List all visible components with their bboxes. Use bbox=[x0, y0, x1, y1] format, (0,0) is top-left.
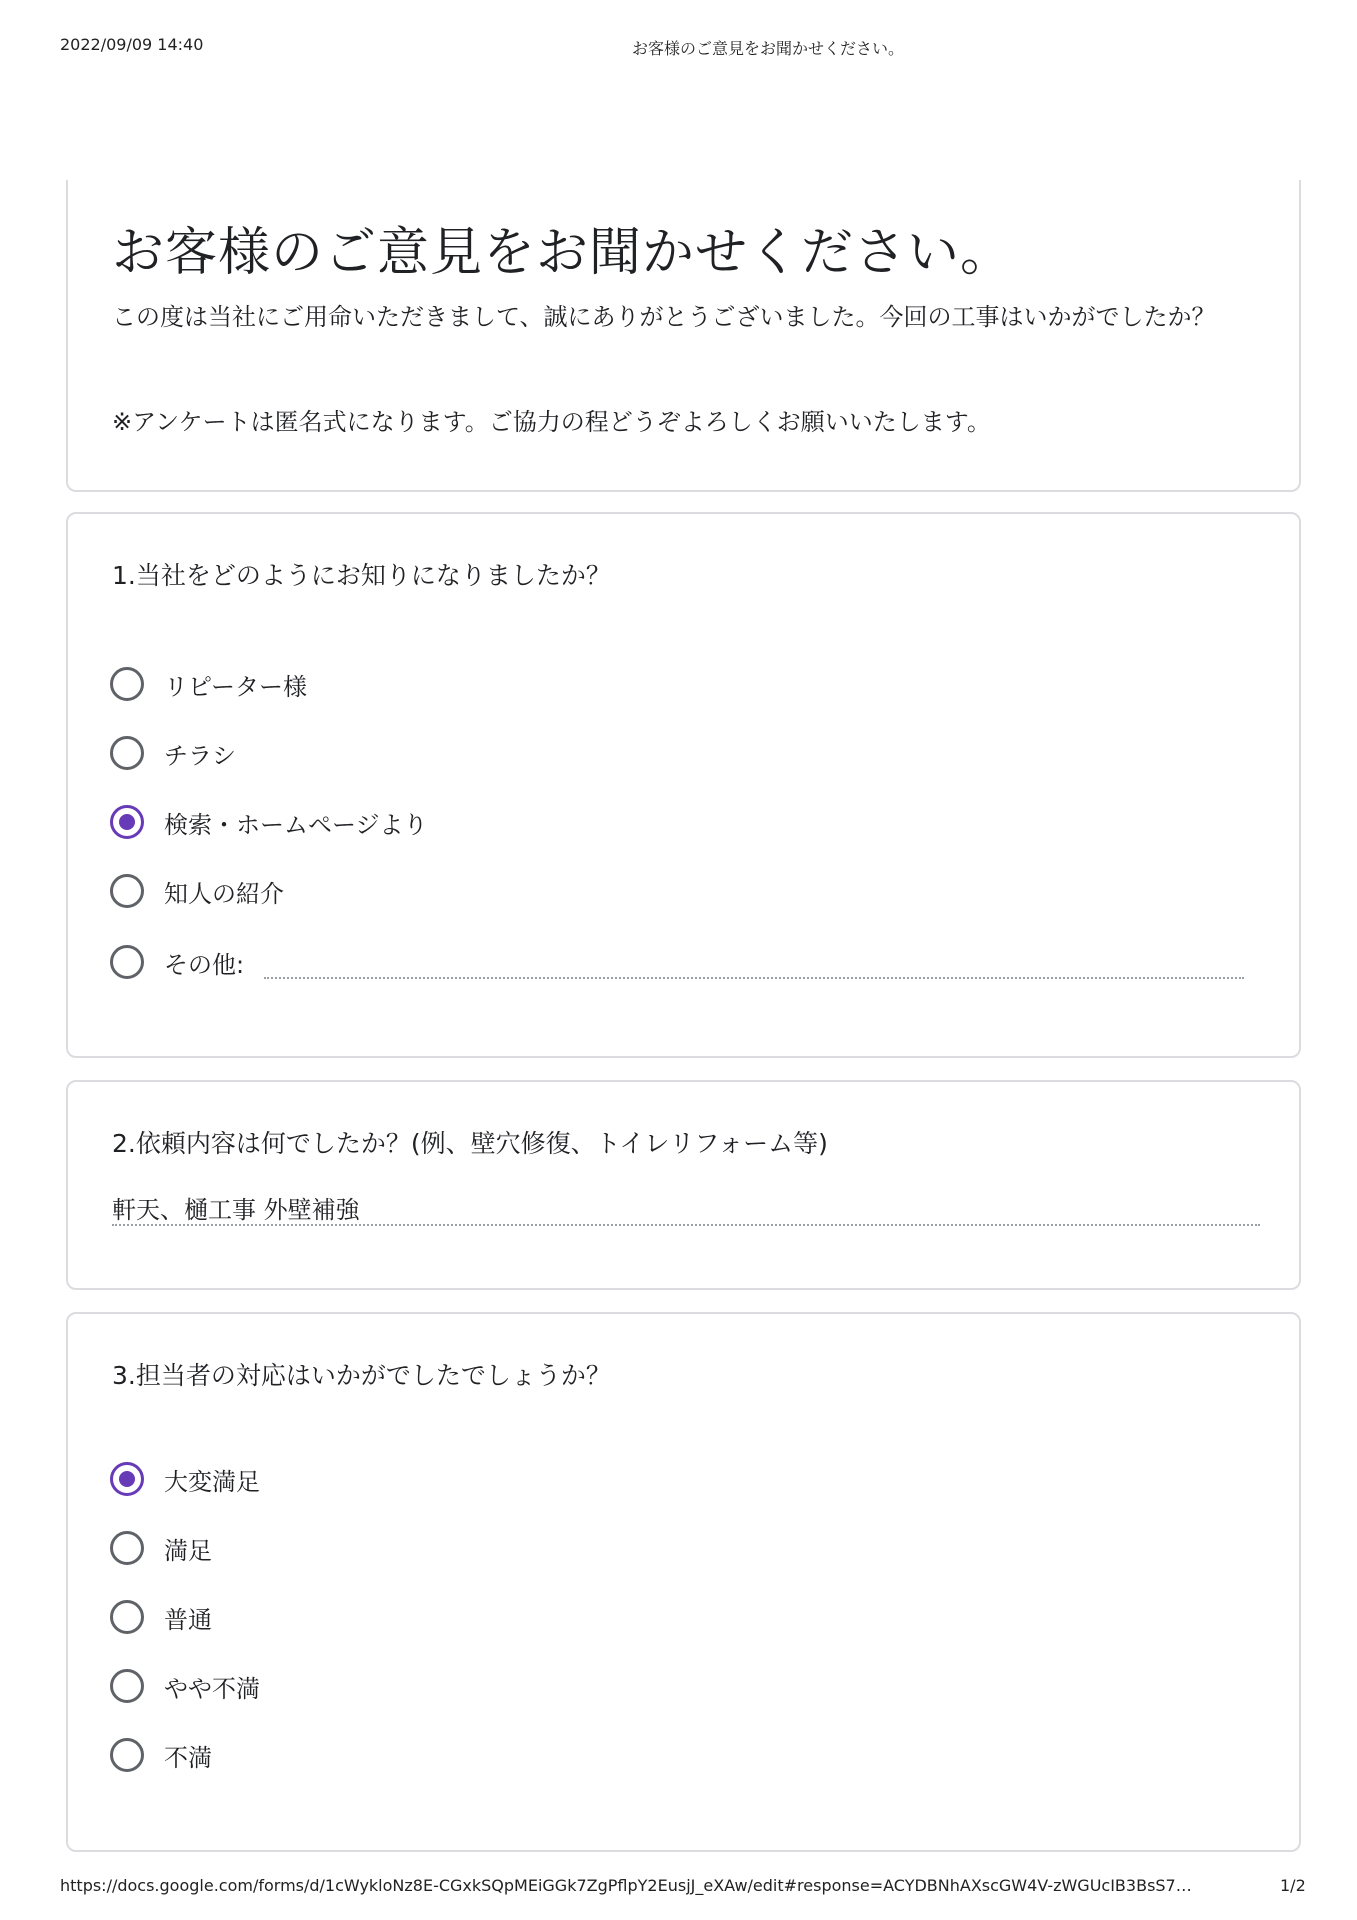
q3-option-dissatisfied[interactable] bbox=[110, 1735, 212, 1775]
option-label: 満足 bbox=[164, 1536, 212, 1565]
q3-option-neutral[interactable] bbox=[110, 1597, 212, 1637]
question-card-2 bbox=[66, 1080, 1301, 1290]
short-answer-value: 軒天、樋工事 外壁補強 bbox=[112, 1196, 360, 1224]
option-label: 大変満足 bbox=[164, 1467, 260, 1496]
radio-button-selected[interactable] bbox=[110, 1462, 144, 1496]
q1-option-search-homepage[interactable] bbox=[110, 802, 428, 842]
option-label: 不満 bbox=[164, 1743, 212, 1772]
q3-option-somewhat-dissatisfied[interactable] bbox=[110, 1666, 260, 1706]
short-answer-field[interactable] bbox=[112, 1224, 1260, 1226]
q3-option-satisfied[interactable] bbox=[110, 1528, 212, 1568]
radio-button[interactable] bbox=[110, 736, 144, 770]
option-label: 検索・ホームページより bbox=[164, 810, 428, 839]
form-description: この度は当社にご用命いただきまして、誠にありがとうございました。今回の工事はいかがでしたか？ bbox=[112, 303, 1216, 331]
option-label: 普通 bbox=[164, 1605, 212, 1634]
radio-button[interactable] bbox=[110, 874, 144, 908]
form-title-card bbox=[66, 180, 1301, 492]
radio-button[interactable] bbox=[110, 1738, 144, 1772]
question-title-1: 1.当社をどのようにお知りになりましたか？ bbox=[112, 561, 611, 590]
question-title-3: 3.担当者の対応はいかがでしたでしょうか？ bbox=[112, 1361, 611, 1390]
radio-button[interactable] bbox=[110, 1531, 144, 1565]
q1-option-flyer[interactable] bbox=[110, 733, 236, 773]
radio-button[interactable] bbox=[110, 1669, 144, 1703]
q1-option-referral[interactable] bbox=[110, 871, 284, 911]
question-card-1 bbox=[66, 512, 1301, 1058]
print-header-date: 2022/09/09 14:40 bbox=[60, 35, 204, 54]
q1-option-repeater[interactable] bbox=[110, 664, 307, 704]
radio-button-selected[interactable] bbox=[110, 805, 144, 839]
question-title-2: 2.依頼内容は何でしたか？(例、壁穴修復、トイレリフォーム等) bbox=[112, 1129, 828, 1158]
q3-option-very-satisfied[interactable] bbox=[110, 1459, 260, 1499]
q1-option-other[interactable] bbox=[110, 942, 244, 982]
option-label: その他: bbox=[164, 950, 245, 979]
question-card-3 bbox=[66, 1312, 1301, 1852]
print-header-title: お客様のご意見をお聞かせください。 bbox=[632, 39, 905, 58]
print-footer-page-number: 1/2 bbox=[1280, 1876, 1306, 1895]
print-footer-url: https://docs.google.com/forms/d/1cWykloNz8E-CGxkSQpMEiGGk7ZgPflpY2EusjJ_eXAw/edit#response=ACYDBNhAXscGW4V-zWGUcIB3BsS7… bbox=[60, 1876, 1192, 1895]
radio-button[interactable] bbox=[110, 667, 144, 701]
radio-button[interactable] bbox=[110, 1600, 144, 1634]
option-label: 知人の紹介 bbox=[164, 879, 284, 908]
option-label: リピーター様 bbox=[164, 672, 308, 701]
radio-button[interactable] bbox=[110, 945, 144, 979]
option-label: やや不満 bbox=[164, 1674, 260, 1703]
other-text-field[interactable] bbox=[264, 977, 1244, 979]
option-label: チラシ bbox=[164, 741, 236, 770]
form-note: ※アンケートは匿名式になります。ご協力の程どうぞよろしくお願いいたします。 bbox=[112, 408, 991, 436]
form-title: お客様のご意見をお聞かせください。 bbox=[112, 223, 1014, 283]
